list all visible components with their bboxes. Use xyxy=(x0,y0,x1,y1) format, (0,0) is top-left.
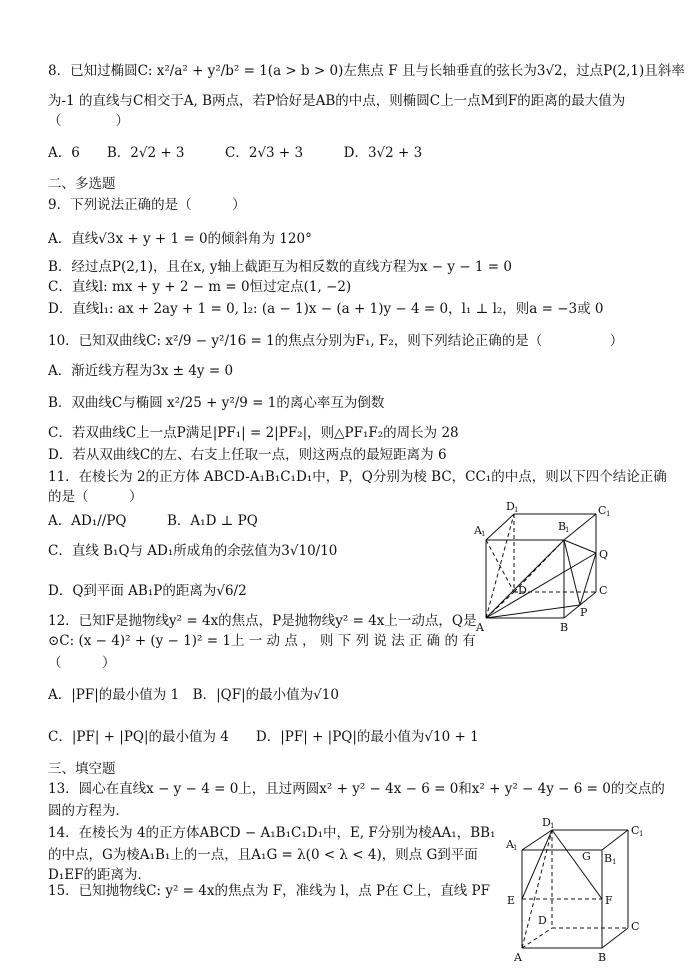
q9-option-a: A．直线√3x + y + 1 = 0的倾斜角为 120° xyxy=(48,231,312,247)
fig1-label-c1-sub: 1 xyxy=(606,510,611,518)
q12-line1: 12．已知F是抛物线y² = 4x的焦点，P是抛物线y² = 4x上一动点，Q是 xyxy=(48,613,477,629)
fig2-label-f: F xyxy=(605,894,613,907)
fig1-label-d1: D xyxy=(506,500,515,513)
cube-figure-q14 xyxy=(498,818,658,968)
fig1-label-b1: B xyxy=(558,520,567,533)
fig2-label-c1-sub: 1 xyxy=(639,830,644,838)
cube-figure-q11 xyxy=(470,500,620,635)
fig1-label-a1-sub: 1 xyxy=(481,530,486,538)
q12-options-cd: C．|PF| + |PQ|的最小值为 4 D．|PF| + |PQ|的最小值为√10 + 1 xyxy=(48,729,479,745)
q8-options: A．6 B．2√2 + 3 C．2√3 + 3 D．3√2 + 3 xyxy=(48,145,423,161)
fig2-label-b: B xyxy=(598,951,607,964)
q15-line1: 15．已知抛物线C: y² = 4x的焦点为 F，准线为 l，点 P在 C上，直线 PF xyxy=(48,883,490,899)
fig1-label-b1-sub: 1 xyxy=(565,526,570,534)
fig2-label-g: G xyxy=(582,850,591,863)
q12-line2: ⊙C: (x − 4)² + (y − 1)² = 1上 一 动 点 ， 则 下 列 说 法 正 确 的 有 xyxy=(48,633,476,649)
q12-options-ab: A．|PF|的最小值为 1 B．|QF|的最小值为√10 xyxy=(48,687,339,703)
fig1-label-a1: A xyxy=(474,524,482,537)
q10-stem: 10．已知双曲线C: x²/9 − y²/16 = 1的焦点分别为F₁, F₂，则下列结论正确的是（ ） xyxy=(48,333,624,349)
q11-options-ab: A．AD₁//PQ B．A₁D ⊥ PQ xyxy=(48,513,258,529)
fig2-label-e: E xyxy=(507,894,516,907)
fig2-label-c: C xyxy=(631,920,640,933)
fig2-label-a: A xyxy=(514,951,522,964)
q10-option-b: B．双曲线C与椭圆 x²/25 + y²/9 = 1的离心率互为倒数 xyxy=(48,395,385,411)
q13-line2: 圆的方程为． xyxy=(48,803,129,819)
q10-option-c: C．若双曲线C上一点P满足|PF₁| = 2|PF₂|，则△PF₁F₂的周长为 28 xyxy=(48,425,459,441)
fig2-label-a1: A xyxy=(506,838,514,851)
fig2-label-b1-sub: 1 xyxy=(612,858,617,866)
q11-line1: 11．在棱长为 2的正方体 ABCD-A₁B₁C₁D₁中，P，Q分别为棱 BC，CC₁的中点，则以下四个结论正确 xyxy=(48,469,667,485)
fig1-label-a: A xyxy=(476,621,484,634)
q12-line3: （ ） xyxy=(48,655,116,671)
q9-option-c: C．直线l: mx + y + 2 − m = 0恒过定点(1, −2) xyxy=(48,279,352,295)
fig1-label-q: Q xyxy=(599,548,609,561)
q11-option-d: D．Q到平面 AB₁P的距离为√6/2 xyxy=(48,583,247,599)
q14-line1: 14．在棱长为 4的正方体ABCD − A₁B₁C₁D₁中，E, F分别为棱AA₁，BB₁ xyxy=(48,825,496,841)
fig2-label-d1-sub: 1 xyxy=(550,822,555,830)
fig2-label-d: D xyxy=(538,914,547,927)
q9-stem: 9．下列说法正确的是（ ） xyxy=(48,197,246,213)
section-fill-in-heading: 三、填空题 xyxy=(48,761,116,777)
q8-line1: 8．已知过椭圆C: x²/a² + y²/b² = 1(a > b > 0)左焦点 F 且与长轴垂直的弦长为3√2，过点P(2,1)且斜率 xyxy=(48,63,685,79)
fig1-label-b: B xyxy=(560,621,569,634)
q14-line2: 的中点，G为棱A₁B₁上的一点，且A₁G = λ(0 < λ < 4)，则点 G到平面 xyxy=(48,847,478,863)
q11-option-c: C．直线 B₁Q与 AD₁所成角的余弦值为3√10/10 xyxy=(48,543,338,559)
fig1-label-d1-sub: 1 xyxy=(514,506,519,514)
fig2-label-b1: B xyxy=(604,852,613,865)
q14-line3: D₁EF的距离为． xyxy=(48,867,151,883)
q8-line3: （ ） xyxy=(48,113,129,129)
q13-line1: 13．圆心在直线x − y − 4 = 0上，且过两圆x² + y² − 4x − 6 = 0和x² + y² − 4y − 6 = 0的交点的 xyxy=(48,781,665,797)
q11-line2: 的是（ ） xyxy=(48,489,143,505)
fig1-label-c1: C xyxy=(598,504,607,517)
q9-option-b: B．经过点P(2,1)，且在x, y轴上截距互为相反数的直线方程为x − y − 1 = 0 xyxy=(48,259,512,275)
q10-option-d: D．若从双曲线C的左、右支上任取一点，则这两点的最短距离为 6 xyxy=(48,447,447,463)
fig1-label-d: D xyxy=(518,584,527,597)
section-multiple-choice-heading: 二、多选题 xyxy=(48,176,116,192)
fig1-label-c: C xyxy=(599,584,608,597)
q8-line2: 为-1 的直线与C相交于A, B两点，若P恰好是AB的中点，则椭圆C上一点M到F的距离的最大值为 xyxy=(48,93,626,109)
fig1-label-p: P xyxy=(580,606,588,619)
fig2-label-a1-sub: 1 xyxy=(513,844,518,852)
fig2-label-d1: D xyxy=(542,818,551,829)
fig2-label-c1: C xyxy=(631,824,640,837)
q9-option-d: D．直线l₁: ax + 2ay + 1 = 0, l₂: (a − 1)x − (a + 1)y − 4 = 0，l₁ ⊥ l₂，则a = −3或 0 xyxy=(48,301,604,317)
q10-option-a: A．渐近线方程为3x ± 4y = 0 xyxy=(48,363,234,379)
